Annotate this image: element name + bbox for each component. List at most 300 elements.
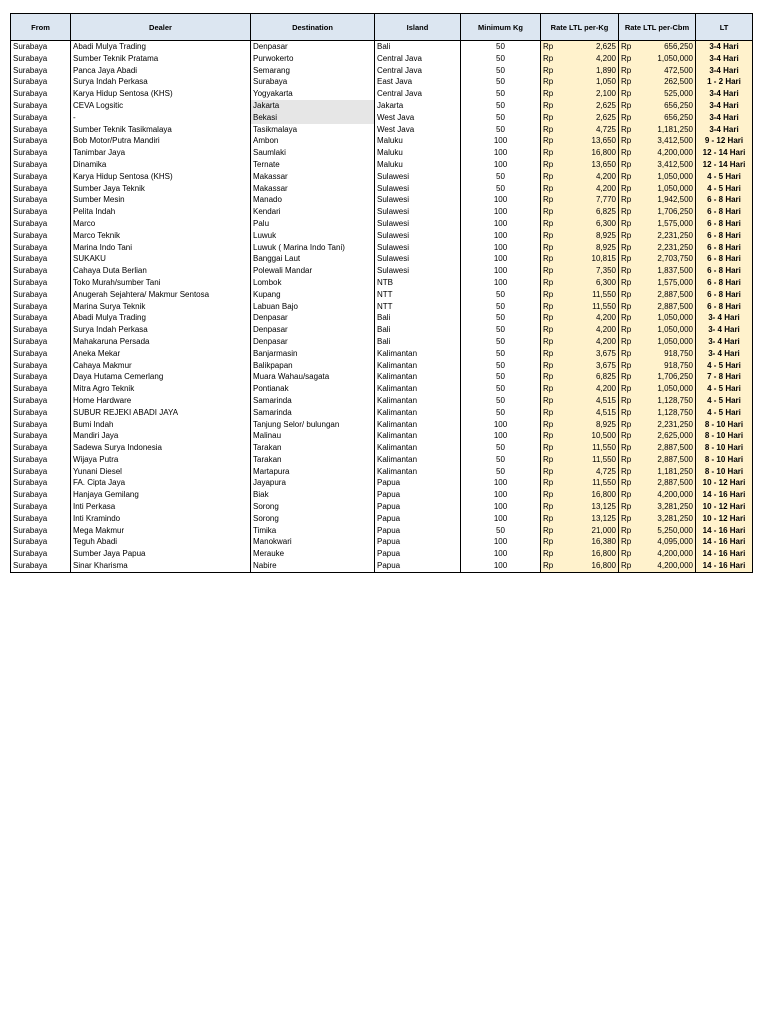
cell-rate-per-cbm[interactable] (619, 407, 696, 419)
cell-rate-per-kg[interactable] (541, 135, 619, 147)
cell-lead-time[interactable]: 4 - 5 Hari (696, 171, 753, 183)
cell-minimum-kg[interactable]: 100 (461, 265, 541, 277)
cell-rate-per-cbm[interactable] (619, 171, 696, 183)
cell-rate-per-cbm[interactable] (619, 206, 696, 218)
cell-rate-per-cbm[interactable] (619, 277, 696, 289)
cell-dealer[interactable]: Toko Murah/sumber Tani (71, 277, 251, 289)
cell-from[interactable]: Surabaya (11, 301, 71, 313)
cell-destination[interactable]: Ambon (251, 135, 375, 147)
cell-island[interactable]: Papua (375, 525, 461, 537)
cell-rate-per-cbm[interactable] (619, 383, 696, 395)
cell-rate-per-kg[interactable] (541, 183, 619, 195)
cell-island[interactable]: Maluku (375, 159, 461, 171)
cell-rate-per-kg[interactable] (541, 489, 619, 501)
cell-lead-time[interactable]: 3- 4 Hari (696, 324, 753, 336)
cell-minimum-kg[interactable]: 100 (461, 135, 541, 147)
cell-rate-per-kg[interactable] (541, 147, 619, 159)
cell-destination[interactable]: Banjarmasin (251, 348, 375, 360)
cell-from[interactable]: Surabaya (11, 395, 71, 407)
cell-from[interactable]: Surabaya (11, 65, 71, 77)
cell-lead-time[interactable]: 3-4 Hari (696, 124, 753, 136)
cell-from[interactable]: Surabaya (11, 348, 71, 360)
cell-rate-per-kg[interactable] (541, 548, 619, 560)
cell-island[interactable]: Papua (375, 536, 461, 548)
cell-from[interactable]: Surabaya (11, 41, 71, 53)
cell-minimum-kg[interactable]: 100 (461, 194, 541, 206)
cell-lead-time[interactable]: 3-4 Hari (696, 100, 753, 112)
cell-minimum-kg[interactable]: 50 (461, 454, 541, 466)
cell-island[interactable]: Bali (375, 312, 461, 324)
cell-island[interactable]: Kalimantan (375, 348, 461, 360)
cell-from[interactable]: Surabaya (11, 159, 71, 171)
cell-island[interactable]: Papua (375, 489, 461, 501)
cell-destination[interactable]: Denpasar (251, 312, 375, 324)
cell-destination[interactable]: Nabire (251, 560, 375, 572)
cell-rate-per-cbm[interactable] (619, 65, 696, 77)
cell-lead-time[interactable]: 3- 4 Hari (696, 348, 753, 360)
cell-minimum-kg[interactable]: 100 (461, 206, 541, 218)
cell-destination[interactable]: Denpasar (251, 336, 375, 348)
cell-rate-per-kg[interactable] (541, 194, 619, 206)
cell-minimum-kg[interactable]: 100 (461, 430, 541, 442)
cell-island[interactable]: Kalimantan (375, 466, 461, 478)
cell-dealer[interactable]: Inti Kramindo (71, 513, 251, 525)
cell-rate-per-cbm[interactable] (619, 230, 696, 242)
cell-rate-per-cbm[interactable] (619, 253, 696, 265)
cell-destination[interactable]: Tarakan (251, 454, 375, 466)
cell-rate-per-cbm[interactable] (619, 336, 696, 348)
cell-from[interactable]: Surabaya (11, 76, 71, 88)
cell-destination[interactable]: Denpasar (251, 324, 375, 336)
cell-dealer[interactable]: Daya Hutama Cemerlang (71, 371, 251, 383)
cell-lead-time[interactable]: 14 - 16 Hari (696, 525, 753, 537)
cell-from[interactable]: Surabaya (11, 206, 71, 218)
cell-rate-per-cbm[interactable] (619, 548, 696, 560)
cell-island[interactable]: Sulawesi (375, 194, 461, 206)
cell-rate-per-cbm[interactable] (619, 76, 696, 88)
cell-destination[interactable]: Makassar (251, 183, 375, 195)
cell-dealer[interactable]: Mahakaruna Persada (71, 336, 251, 348)
cell-dealer[interactable]: CEVA Logsitic (71, 100, 251, 112)
cell-dealer[interactable]: Sadewa Surya Indonesia (71, 442, 251, 454)
cell-minimum-kg[interactable]: 100 (461, 230, 541, 242)
cell-from[interactable]: Surabaya (11, 383, 71, 395)
cell-rate-per-kg[interactable] (541, 419, 619, 431)
cell-from[interactable]: Surabaya (11, 513, 71, 525)
cell-from[interactable]: Surabaya (11, 489, 71, 501)
col-header-island[interactable]: Island (375, 14, 461, 41)
cell-lead-time[interactable]: 3- 4 Hari (696, 336, 753, 348)
cell-from[interactable]: Surabaya (11, 147, 71, 159)
cell-island[interactable]: Maluku (375, 135, 461, 147)
cell-island[interactable]: Kalimantan (375, 395, 461, 407)
cell-rate-per-cbm[interactable] (619, 88, 696, 100)
cell-island[interactable]: Sulawesi (375, 230, 461, 242)
cell-rate-per-cbm[interactable] (619, 360, 696, 372)
cell-island[interactable]: Kalimantan (375, 430, 461, 442)
cell-island[interactable]: East Java (375, 76, 461, 88)
cell-from[interactable]: Surabaya (11, 53, 71, 65)
cell-island[interactable]: Bali (375, 336, 461, 348)
cell-rate-per-kg[interactable] (541, 100, 619, 112)
cell-dealer[interactable]: Surya Indah Perkasa (71, 324, 251, 336)
cell-rate-per-kg[interactable] (541, 124, 619, 136)
cell-lead-time[interactable]: 1 - 2 Hari (696, 76, 753, 88)
cell-lead-time[interactable]: 4 - 5 Hari (696, 395, 753, 407)
cell-island[interactable]: Sulawesi (375, 171, 461, 183)
cell-lead-time[interactable]: 4 - 5 Hari (696, 383, 753, 395)
cell-lead-time[interactable]: 4 - 5 Hari (696, 407, 753, 419)
cell-minimum-kg[interactable]: 50 (461, 301, 541, 313)
cell-rate-per-cbm[interactable] (619, 53, 696, 65)
cell-lead-time[interactable]: 10 - 12 Hari (696, 501, 753, 513)
cell-rate-per-kg[interactable] (541, 218, 619, 230)
cell-lead-time[interactable]: 3-4 Hari (696, 53, 753, 65)
cell-destination[interactable]: Biak (251, 489, 375, 501)
cell-dealer[interactable]: Sumber Mesin (71, 194, 251, 206)
cell-dealer[interactable]: Mitra Agro Teknik (71, 383, 251, 395)
cell-rate-per-kg[interactable] (541, 312, 619, 324)
cell-from[interactable]: Surabaya (11, 336, 71, 348)
cell-destination[interactable]: Purwokerto (251, 53, 375, 65)
cell-destination[interactable]: Palu (251, 218, 375, 230)
cell-destination[interactable]: Makassar (251, 171, 375, 183)
cell-destination[interactable]: Sorong (251, 513, 375, 525)
cell-from[interactable]: Surabaya (11, 548, 71, 560)
cell-minimum-kg[interactable]: 50 (461, 65, 541, 77)
cell-dealer[interactable]: Abadi Mulya Trading (71, 312, 251, 324)
cell-from[interactable]: Surabaya (11, 88, 71, 100)
cell-destination[interactable]: Balikpapan (251, 360, 375, 372)
cell-rate-per-kg[interactable] (541, 360, 619, 372)
cell-dealer[interactable]: SUKAKU (71, 253, 251, 265)
cell-from[interactable]: Surabaya (11, 466, 71, 478)
cell-minimum-kg[interactable]: 100 (461, 477, 541, 489)
cell-island[interactable]: West Java (375, 124, 461, 136)
cell-minimum-kg[interactable]: 100 (461, 147, 541, 159)
cell-minimum-kg[interactable]: 50 (461, 171, 541, 183)
cell-lead-time[interactable]: 14 - 16 Hari (696, 548, 753, 560)
cell-minimum-kg[interactable]: 50 (461, 88, 541, 100)
cell-rate-per-cbm[interactable] (619, 454, 696, 466)
cell-rate-per-kg[interactable] (541, 41, 619, 53)
cell-destination[interactable]: Muara Wahau/sagata (251, 371, 375, 383)
cell-lead-time[interactable]: 14 - 16 Hari (696, 536, 753, 548)
cell-minimum-kg[interactable]: 50 (461, 371, 541, 383)
cell-rate-per-kg[interactable] (541, 383, 619, 395)
cell-destination[interactable]: Lombok (251, 277, 375, 289)
cell-from[interactable]: Surabaya (11, 454, 71, 466)
cell-lead-time[interactable]: 7 - 8 Hari (696, 371, 753, 383)
cell-rate-per-cbm[interactable] (619, 466, 696, 478)
cell-minimum-kg[interactable]: 50 (461, 360, 541, 372)
cell-lead-time[interactable]: 6 - 8 Hari (696, 265, 753, 277)
cell-dealer[interactable]: Sumber Teknik Pratama (71, 53, 251, 65)
cell-destination[interactable]: Manado (251, 194, 375, 206)
cell-from[interactable]: Surabaya (11, 371, 71, 383)
cell-island[interactable]: Kalimantan (375, 371, 461, 383)
cell-rate-per-cbm[interactable] (619, 124, 696, 136)
cell-rate-per-cbm[interactable] (619, 501, 696, 513)
cell-island[interactable]: Jakarta (375, 100, 461, 112)
cell-dealer[interactable]: Anugerah Sejahtera/ Makmur Sentosa (71, 289, 251, 301)
cell-island[interactable]: Central Java (375, 53, 461, 65)
cell-rate-per-kg[interactable] (541, 253, 619, 265)
cell-lead-time[interactable]: 10 - 12 Hari (696, 477, 753, 489)
cell-destination[interactable]: Jayapura (251, 477, 375, 489)
cell-minimum-kg[interactable]: 50 (461, 336, 541, 348)
cell-minimum-kg[interactable]: 50 (461, 383, 541, 395)
cell-rate-per-kg[interactable] (541, 395, 619, 407)
cell-minimum-kg[interactable]: 100 (461, 419, 541, 431)
cell-lead-time[interactable]: 6 - 8 Hari (696, 301, 753, 313)
cell-rate-per-cbm[interactable] (619, 513, 696, 525)
cell-destination[interactable]: Timika (251, 525, 375, 537)
cell-from[interactable]: Surabaya (11, 230, 71, 242)
cell-dealer[interactable]: FA. Cipta Jaya (71, 477, 251, 489)
cell-dealer[interactable]: Sumber Jaya Teknik (71, 183, 251, 195)
cell-island[interactable]: Papua (375, 513, 461, 525)
cell-dealer[interactable]: Karya Hidup Sentosa (KHS) (71, 171, 251, 183)
cell-island[interactable]: Sulawesi (375, 253, 461, 265)
cell-destination[interactable]: Saumlaki (251, 147, 375, 159)
cell-destination[interactable]: Bekasi (251, 112, 375, 124)
cell-island[interactable]: NTB (375, 277, 461, 289)
cell-rate-per-kg[interactable] (541, 65, 619, 77)
cell-island[interactable]: Kalimantan (375, 419, 461, 431)
cell-minimum-kg[interactable]: 50 (461, 289, 541, 301)
cell-rate-per-kg[interactable] (541, 265, 619, 277)
cell-destination[interactable]: Kendari (251, 206, 375, 218)
cell-island[interactable]: Kalimantan (375, 383, 461, 395)
col-header-minimum-kg[interactable]: Minimum Kg (461, 14, 541, 41)
cell-from[interactable]: Surabaya (11, 407, 71, 419)
cell-destination[interactable]: Tanjung Selor/ bulungan (251, 419, 375, 431)
cell-minimum-kg[interactable]: 100 (461, 218, 541, 230)
cell-destination[interactable]: Sorong (251, 501, 375, 513)
cell-rate-per-kg[interactable] (541, 301, 619, 313)
cell-minimum-kg[interactable]: 50 (461, 466, 541, 478)
cell-lead-time[interactable]: 12 - 14 Hari (696, 147, 753, 159)
cell-destination[interactable]: Ternate (251, 159, 375, 171)
col-header-rate-per-cbm[interactable]: Rate LTL per-Cbm (619, 14, 696, 41)
cell-dealer[interactable]: SUBUR REJEKI ABADI JAYA (71, 407, 251, 419)
col-header-lead-time[interactable]: LT (696, 14, 753, 41)
cell-island[interactable]: Kalimantan (375, 407, 461, 419)
cell-island[interactable]: NTT (375, 289, 461, 301)
cell-dealer[interactable]: Marina Indo Tani (71, 242, 251, 254)
cell-dealer[interactable]: Surya Indah Perkasa (71, 76, 251, 88)
cell-rate-per-cbm[interactable] (619, 395, 696, 407)
cell-rate-per-kg[interactable] (541, 76, 619, 88)
cell-rate-per-kg[interactable] (541, 88, 619, 100)
cell-lead-time[interactable]: 6 - 8 Hari (696, 230, 753, 242)
cell-dealer[interactable]: Dinamika (71, 159, 251, 171)
cell-destination[interactable]: Jakarta (251, 100, 375, 112)
cell-lead-time[interactable]: 4 - 5 Hari (696, 183, 753, 195)
cell-dealer[interactable]: Marco (71, 218, 251, 230)
cell-minimum-kg[interactable]: 100 (461, 536, 541, 548)
cell-island[interactable]: Sulawesi (375, 206, 461, 218)
cell-rate-per-cbm[interactable] (619, 560, 696, 572)
cell-island[interactable]: Bali (375, 41, 461, 53)
cell-rate-per-cbm[interactable] (619, 183, 696, 195)
cell-island[interactable]: West Java (375, 112, 461, 124)
cell-dealer[interactable]: Marina Surya Teknik (71, 301, 251, 313)
cell-dealer[interactable]: Yunani Diesel (71, 466, 251, 478)
cell-from[interactable]: Surabaya (11, 360, 71, 372)
cell-minimum-kg[interactable]: 100 (461, 513, 541, 525)
cell-dealer[interactable]: Bumi Indah (71, 419, 251, 431)
cell-from[interactable]: Surabaya (11, 289, 71, 301)
cell-rate-per-kg[interactable] (541, 430, 619, 442)
cell-from[interactable]: Surabaya (11, 525, 71, 537)
cell-dealer[interactable]: Karya Hidup Sentosa (KHS) (71, 88, 251, 100)
cell-rate-per-cbm[interactable] (619, 159, 696, 171)
cell-island[interactable]: Bali (375, 324, 461, 336)
cell-minimum-kg[interactable]: 100 (461, 489, 541, 501)
cell-from[interactable]: Surabaya (11, 501, 71, 513)
cell-from[interactable]: Surabaya (11, 218, 71, 230)
cell-destination[interactable]: Labuan Bajo (251, 301, 375, 313)
cell-dealer[interactable]: Tanimbar Jaya (71, 147, 251, 159)
cell-lead-time[interactable]: 3-4 Hari (696, 112, 753, 124)
cell-minimum-kg[interactable]: 50 (461, 312, 541, 324)
cell-rate-per-cbm[interactable] (619, 419, 696, 431)
cell-minimum-kg[interactable]: 50 (461, 53, 541, 65)
cell-lead-time[interactable]: 8 - 10 Hari (696, 442, 753, 454)
cell-rate-per-kg[interactable] (541, 513, 619, 525)
cell-from[interactable]: Surabaya (11, 253, 71, 265)
col-header-rate-per-kg[interactable]: Rate LTL per-Kg (541, 14, 619, 41)
cell-lead-time[interactable]: 3-4 Hari (696, 41, 753, 53)
cell-rate-per-kg[interactable] (541, 171, 619, 183)
cell-destination[interactable]: Tasikmalaya (251, 124, 375, 136)
cell-rate-per-cbm[interactable] (619, 100, 696, 112)
cell-rate-per-cbm[interactable] (619, 442, 696, 454)
cell-rate-per-kg[interactable] (541, 525, 619, 537)
cell-lead-time[interactable]: 14 - 16 Hari (696, 489, 753, 501)
cell-dealer[interactable]: Bob Motor/Putra Mandiri (71, 135, 251, 147)
cell-rate-per-cbm[interactable] (619, 489, 696, 501)
cell-lead-time[interactable]: 8 - 10 Hari (696, 430, 753, 442)
cell-dealer[interactable]: Sumber Jaya Papua (71, 548, 251, 560)
cell-minimum-kg[interactable]: 50 (461, 41, 541, 53)
cell-lead-time[interactable]: 6 - 8 Hari (696, 277, 753, 289)
cell-minimum-kg[interactable]: 50 (461, 100, 541, 112)
cell-lead-time[interactable]: 3-4 Hari (696, 65, 753, 77)
col-header-from[interactable]: From (11, 14, 71, 41)
cell-island[interactable]: NTT (375, 301, 461, 313)
cell-minimum-kg[interactable]: 50 (461, 348, 541, 360)
cell-rate-per-kg[interactable] (541, 501, 619, 513)
cell-from[interactable]: Surabaya (11, 324, 71, 336)
cell-rate-per-cbm[interactable] (619, 312, 696, 324)
cell-destination[interactable]: Luwuk (251, 230, 375, 242)
cell-island[interactable]: Papua (375, 560, 461, 572)
cell-destination[interactable]: Semarang (251, 65, 375, 77)
cell-from[interactable]: Surabaya (11, 242, 71, 254)
cell-rate-per-kg[interactable] (541, 536, 619, 548)
cell-from[interactable]: Surabaya (11, 536, 71, 548)
cell-lead-time[interactable]: 6 - 8 Hari (696, 194, 753, 206)
cell-minimum-kg[interactable]: 100 (461, 560, 541, 572)
cell-rate-per-kg[interactable] (541, 560, 619, 572)
cell-lead-time[interactable]: 6 - 8 Hari (696, 206, 753, 218)
cell-minimum-kg[interactable]: 50 (461, 407, 541, 419)
cell-rate-per-kg[interactable] (541, 230, 619, 242)
cell-minimum-kg[interactable]: 50 (461, 442, 541, 454)
cell-destination[interactable]: Yogyakarta (251, 88, 375, 100)
cell-lead-time[interactable]: 8 - 10 Hari (696, 454, 753, 466)
cell-island[interactable]: Papua (375, 501, 461, 513)
cell-rate-per-kg[interactable] (541, 348, 619, 360)
cell-rate-per-cbm[interactable] (619, 301, 696, 313)
cell-dealer[interactable]: Panca Jaya Abadi (71, 65, 251, 77)
cell-rate-per-cbm[interactable] (619, 112, 696, 124)
cell-island[interactable]: Kalimantan (375, 454, 461, 466)
cell-rate-per-kg[interactable] (541, 477, 619, 489)
cell-destination[interactable]: Samarinda (251, 395, 375, 407)
cell-lead-time[interactable]: 6 - 8 Hari (696, 253, 753, 265)
cell-dealer[interactable]: Cahaya Duta Berlian (71, 265, 251, 277)
cell-rate-per-cbm[interactable] (619, 289, 696, 301)
cell-minimum-kg[interactable]: 50 (461, 124, 541, 136)
cell-from[interactable]: Surabaya (11, 477, 71, 489)
cell-minimum-kg[interactable]: 50 (461, 324, 541, 336)
cell-island[interactable]: Sulawesi (375, 183, 461, 195)
cell-island[interactable]: Papua (375, 477, 461, 489)
cell-minimum-kg[interactable]: 50 (461, 76, 541, 88)
cell-rate-per-cbm[interactable] (619, 147, 696, 159)
cell-rate-per-kg[interactable] (541, 277, 619, 289)
cell-from[interactable]: Surabaya (11, 442, 71, 454)
cell-rate-per-kg[interactable] (541, 454, 619, 466)
cell-minimum-kg[interactable]: 100 (461, 253, 541, 265)
cell-destination[interactable]: Surabaya (251, 76, 375, 88)
cell-destination[interactable]: Banggai Laut (251, 253, 375, 265)
cell-from[interactable]: Surabaya (11, 171, 71, 183)
cell-island[interactable]: Sulawesi (375, 265, 461, 277)
cell-dealer[interactable]: Sinar Kharisma (71, 560, 251, 572)
cell-lead-time[interactable]: 14 - 16 Hari (696, 560, 753, 572)
cell-rate-per-cbm[interactable] (619, 525, 696, 537)
cell-lead-time[interactable]: 8 - 10 Hari (696, 419, 753, 431)
cell-from[interactable]: Surabaya (11, 560, 71, 572)
cell-from[interactable]: Surabaya (11, 430, 71, 442)
cell-rate-per-kg[interactable] (541, 466, 619, 478)
cell-from[interactable]: Surabaya (11, 100, 71, 112)
cell-dealer[interactable]: Marco Teknik (71, 230, 251, 242)
cell-dealer[interactable]: Abadi Mulya Trading (71, 41, 251, 53)
cell-destination[interactable]: Martapura (251, 466, 375, 478)
cell-rate-per-kg[interactable] (541, 324, 619, 336)
cell-rate-per-kg[interactable] (541, 371, 619, 383)
cell-island[interactable]: Sulawesi (375, 242, 461, 254)
cell-minimum-kg[interactable]: 50 (461, 183, 541, 195)
cell-rate-per-kg[interactable] (541, 53, 619, 65)
cell-rate-per-cbm[interactable] (619, 348, 696, 360)
cell-dealer[interactable]: Home Hardware (71, 395, 251, 407)
cell-minimum-kg[interactable]: 50 (461, 525, 541, 537)
cell-rate-per-cbm[interactable] (619, 477, 696, 489)
cell-destination[interactable]: Kupang (251, 289, 375, 301)
cell-rate-per-kg[interactable] (541, 159, 619, 171)
cell-island[interactable]: Papua (375, 548, 461, 560)
cell-destination[interactable]: Merauke (251, 548, 375, 560)
cell-from[interactable]: Surabaya (11, 312, 71, 324)
cell-island[interactable]: Maluku (375, 147, 461, 159)
